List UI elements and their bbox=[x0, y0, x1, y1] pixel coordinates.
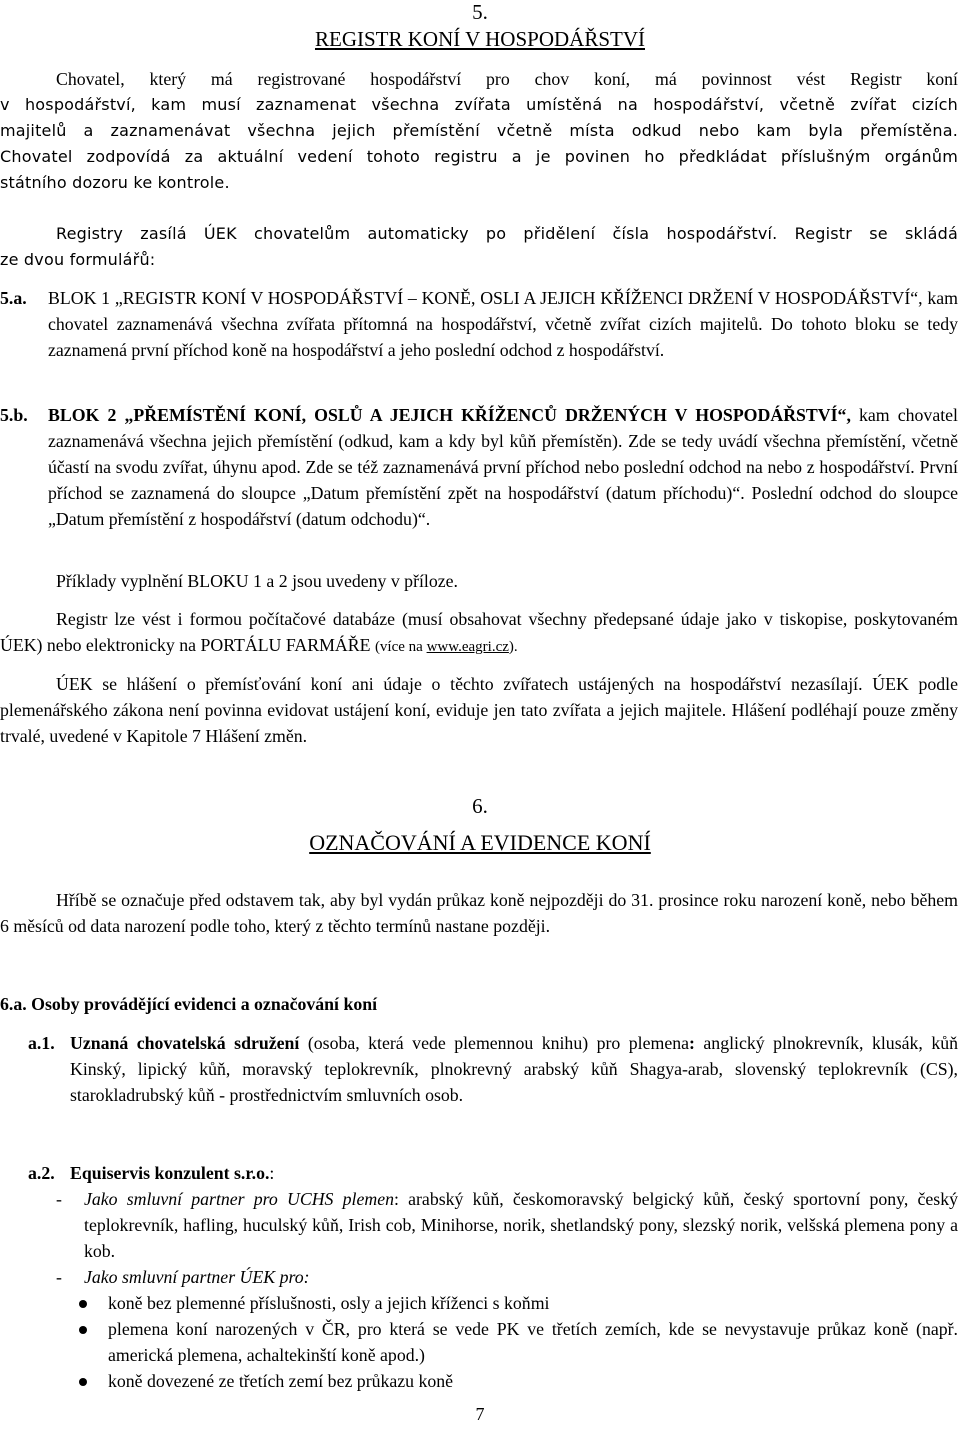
bullet-icon bbox=[79, 1300, 87, 1308]
report-paragraph: ÚEK se hlášení o přemísťování koní ani údaje o těchto zvířatech ustájených na hospodářství nezasílají. ÚEK podle plemenářského zákona není povinna evidovat ustájení koní, eviduje jen tato zvířata a jejich majitele. Hlášení podléhají pouze změny trvalé, uvedené v Kapitole 7 Hlášení změn. bbox=[0, 674, 958, 746]
registry-line: ze dvou formulářů: bbox=[0, 250, 156, 269]
dash-marker: - bbox=[56, 1189, 62, 1209]
block-b-text: kam chovatel zaznamenává všechna jejich přemístění (odkud, kam a kdy byl kůň přemístěn). Zde se tedy uvádí všechna přemístění, včetně účastí na svodu zvířat, úhynu apod. Zde se též zaznamenává první příchod nebo poslední odchod na nebo z hospodářství. První příchod se zaznamená do sloupce „Datum přemístění zpět na hospodářství (datum příchodu)“. Poslední odchod do sloupce „Datum přemístění z hospodářství (datum odchodu)“. bbox=[48, 405, 958, 529]
intro-line: Chovatel, který má registrované hospodářství pro chov koní, má povinnost vést Registr koní bbox=[56, 69, 958, 89]
bullet-item: koně dovezené ze třetích zemí bez průkazu koně bbox=[108, 1371, 454, 1391]
section-number: 6. bbox=[472, 794, 488, 818]
block-a-text: , kam chovatel zaznamenává všechna zvířata přítomná na hospodářství, včetně zvířat cizích majitelů. Do tohoto bloku se tedy zaznamená první příchod koně na hospodářství a jeho poslední odchod z hospodářství. bbox=[48, 288, 958, 360]
a1-text: (osoba, která vede plemennou knihu) pro plemena bbox=[299, 1033, 690, 1053]
database-end: ). bbox=[508, 639, 518, 655]
a2-bold: Equiservis konzulent s.r.o. bbox=[70, 1163, 270, 1183]
section6-intro: Hříbě se označuje před odstavem tak, aby byl vydán průkaz koně nejpozději do 31. prosince roku narození koně, nebo během 6 měsíců od data narození podle toho, který z těchto termínů nastane později. bbox=[0, 890, 958, 936]
bullet-item: koně bez plemenné příslušnosti, osly a jejich kříženci s koňmi bbox=[108, 1293, 550, 1313]
intro-line: Chovatel zodpovídá za aktuální vedení tohoto registru a je povinen ho předkládat příslušným orgánům bbox=[0, 147, 958, 166]
a1-rest: anglický plnokrevník, klusák, kůň Kinský, lipický kůň, moravský teplokrevník, plnokrevný arabský kůň Shagya-arab, slovenský teplokrevník (CS), starokladrubský kůň - prostřednictvím smluvních osob. bbox=[70, 1033, 958, 1105]
dash1-paragraph bbox=[84, 1186, 958, 1264]
bullet-item: plemena koní narozených v ČR, pro která se vede PK ve třetích zemích, kde se nevystavuje průkaz koně (např. americká plemena, achaltekinští koně apod.) bbox=[108, 1319, 958, 1365]
a1-label: a.1. bbox=[28, 1033, 55, 1053]
dash-marker: - bbox=[56, 1267, 62, 1287]
block-b-paragraph bbox=[48, 402, 958, 532]
registry-paragraph bbox=[0, 221, 958, 273]
registry-line: Registry zasílá ÚEK chovatelům automaticky po přidělení čísla hospodářství. Registr se skládá bbox=[56, 224, 958, 243]
database-paragraph bbox=[0, 606, 958, 660]
bullet-icon bbox=[79, 1378, 87, 1386]
intro-line: v hospodářství, kam musí zaznamenat všechna zvířata umístěná na hospodářství, včetně zvířat cizích bbox=[0, 95, 958, 114]
block-b-label: 5.b. bbox=[0, 405, 28, 425]
database-small: (více na bbox=[374, 639, 427, 655]
dash2-italic: Jako smluvní partner ÚEK pro: bbox=[84, 1267, 310, 1287]
a1-bold: Uznaná chovatelská sdružení bbox=[70, 1033, 300, 1053]
block-a-title: BLOK 1 „REGISTR KONÍ V HOSPODÁŘSTVÍ – KONĚ, OSLI A JEJICH KŘÍŽENCI DRŽENÍ V HOSPODÁŘSTVÍ“ bbox=[48, 288, 919, 308]
block-a-paragraph bbox=[48, 285, 958, 363]
subsection-heading: 6.a. Osoby provádějící evidenci a označování koní bbox=[0, 994, 378, 1014]
examples-line: Příklady vyplnění BLOKU 1 a 2 jsou uvedeny v příloze. bbox=[56, 571, 458, 591]
bullet-icon bbox=[79, 1326, 87, 1334]
intro-line: státního dozoru ke kontrole. bbox=[0, 173, 230, 192]
section-title: REGISTR KONÍ V HOSPODÁŘSTVÍ bbox=[314, 27, 645, 51]
eagri-link[interactable]: www.eagri.cz bbox=[426, 639, 509, 655]
a2-heading bbox=[70, 1160, 958, 1186]
section-title: OZNAČOVÁNÍ A EVIDENCE KONÍ bbox=[309, 830, 651, 855]
page-number: 7 bbox=[475, 1404, 485, 1424]
database-text: Registr lze vést i formou počítačové databáze (musí obsahovat všechny předepsané údaje jako v tiskopise, poskytovaném ÚEK) nebo elektronicky na PORTÁLU FARMÁŘE bbox=[0, 609, 958, 655]
dash1-text: : arabský kůň, českomoravský belgický kůň, český sportovní pony, český teplokrevník, hafling, huculský kůň, Irish cob, Minihorse, norik, shetlandský pony, slezský norik, velšská plemena pony a kob. bbox=[84, 1189, 958, 1261]
a1-paragraph bbox=[70, 1030, 958, 1108]
block-a-label: 5.a. bbox=[0, 288, 27, 308]
dash1-italic: Jako smluvní partner pro UCHS plemen bbox=[84, 1189, 394, 1209]
a2-label: a.2. bbox=[28, 1163, 55, 1183]
a2-colon: : bbox=[269, 1163, 275, 1183]
intro-line: majitelů a zaznamenávat všechna jejich přemístění včetně místa odkud nebo kam byla přemístěna. bbox=[0, 121, 958, 140]
intro-paragraph bbox=[0, 66, 958, 196]
a1-colon: : bbox=[689, 1033, 695, 1053]
block-b-title: BLOK 2 „PŘEMÍSTĚNÍ KONÍ, OSLŮ A JEJICH KŘÍŽENCŮ DRŽENÝCH V HOSPODÁŘSTVÍ“, bbox=[48, 405, 851, 425]
section-number: 5. bbox=[472, 0, 488, 24]
